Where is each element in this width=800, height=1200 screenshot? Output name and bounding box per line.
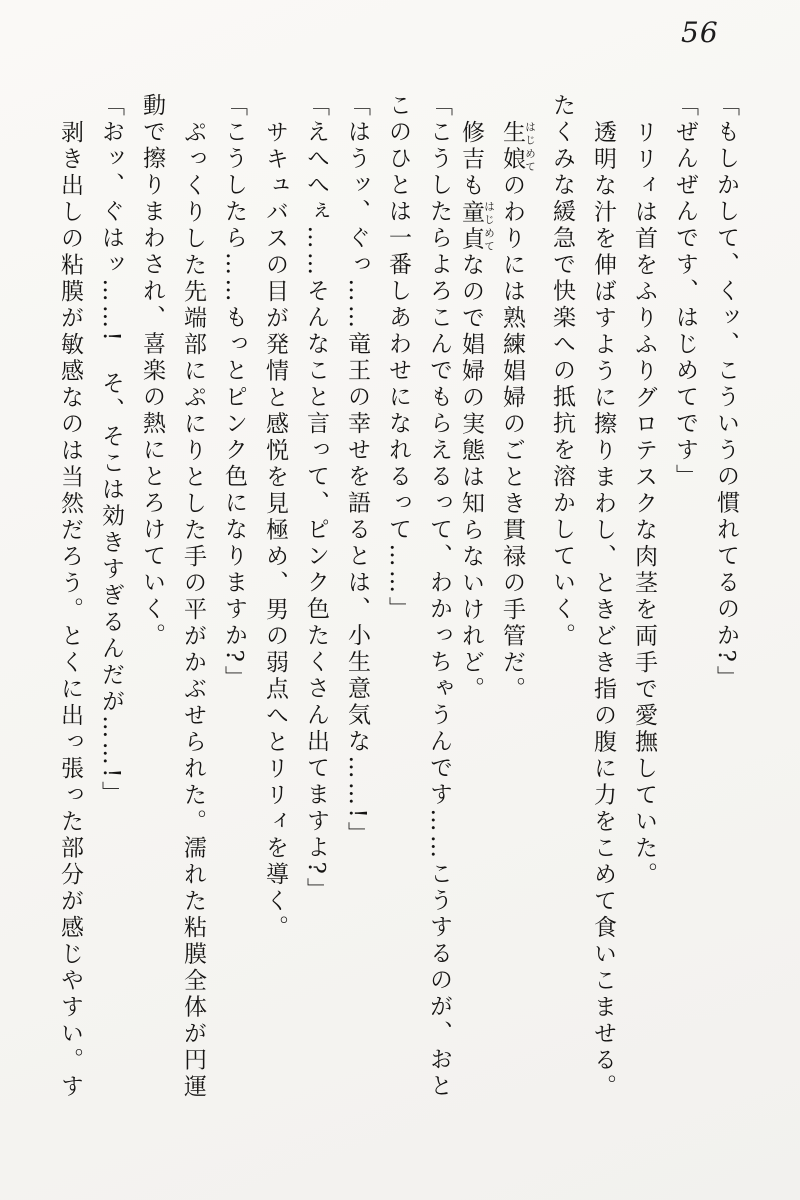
text-column-5: たくみな緩急で快楽への抵抗を溶かしていく。 — [549, 93, 575, 650]
page-number: 56 — [681, 16, 719, 49]
text-column-16: 「おッ、ぐはッ……! そ、そこは効きすぎるんだが……!」 — [98, 93, 124, 808]
text-column-15: 動で擦りまわされ、喜楽の熱にとろけていく。 — [139, 93, 165, 650]
text-column-14: ぷっくりした先端部にぷにりとした手の平がかぶせられた。濡れた粘膜全体が円運 — [180, 120, 206, 1101]
text-column-7: 修吉も童貞 はじめてなので娼婦の実態は知らないけれど。 — [458, 120, 495, 703]
text-column-10: 「はうッ、ぐっ……竜王の幸せを語るとは、小生意気な……!」 — [344, 93, 370, 848]
text-column-17: 剥き出しの粘膜が敏感なのは当然だろう。とくに出っ張った部分が感じやすい。す — [57, 120, 83, 1101]
text-column-1: 「もしかして、くッ、こういうの慣れてるのか?」 — [713, 93, 739, 692]
text-column-12: サキュバスの目が発情と感悦を見極め、男の弱点へとリリィを導く。 — [262, 120, 288, 942]
text-column-2: 「ぜんぜんです、はじめてです」 — [672, 93, 698, 491]
text-column-3: リリィは首をふりふりグロテスクな肉茎を両手で愛撫していた。 — [631, 120, 657, 889]
text-column-8: 「こうしたらよろこんでもらえるって、わかっちゃうんです……こうするのが、おと — [426, 93, 452, 1100]
text-column-4: 透明な汁を伸ばすように擦りまわし、ときどき指の腹に力をこめて食いこませる。 — [590, 120, 616, 1101]
text-column-13: 「こうしたら……もっとピンク色になりますか?」 — [221, 93, 247, 692]
text-column-11: 「えへへぇ……そんなこと言って、ピンク色たくさん出てますよ?」 — [303, 93, 329, 904]
text-column-6: 生娘 はじめてのわりには熟練娼婦のごとき貫禄の手管だ。 — [499, 120, 536, 703]
text-column-9: このひとは一番しあわせになれるって……」 — [385, 93, 411, 623]
